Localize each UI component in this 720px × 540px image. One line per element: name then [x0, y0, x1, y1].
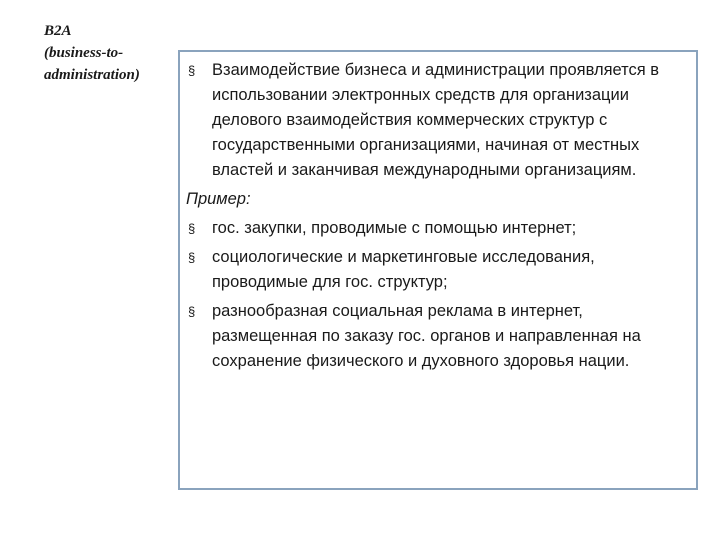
list-item-example-1: [186, 216, 682, 241]
list-item-example-2: [186, 245, 682, 295]
side-title-line-3: administration): [44, 67, 140, 83]
example-text-3: разнообразная социальная реклама в интернет, размещенная по заказу гос. органов и направленная на сохранение физического и духовного здоровья нации.: [212, 302, 641, 370]
example-text-2: социологические и маркетинговые исследования, проводимые для гос. структур;: [212, 248, 595, 291]
example-text-1: гос. закупки, проводимые с помощью интернет;: [212, 219, 577, 237]
list-item-intro: [186, 58, 682, 183]
bullet-icon: §: [188, 63, 196, 78]
list-item-example-3: [186, 299, 682, 374]
bullet-icon: §: [188, 304, 196, 319]
example-label: Пример:: [186, 190, 251, 208]
side-title-line-2: (business-to-: [44, 45, 124, 61]
bullet-icon: §: [188, 221, 196, 236]
intro-text: Взаимодействие бизнеса и администрации проявляется в использовании электронных средств для организации делового взаимодействия коммерческих структур с государственными организациями, начиная от местных властей и заканчивая международными организациям.: [212, 61, 660, 179]
side-title-line-1: B2A: [44, 23, 72, 39]
content-box: [178, 50, 698, 490]
side-title: [44, 20, 174, 86]
bullet-icon: §: [188, 250, 196, 265]
